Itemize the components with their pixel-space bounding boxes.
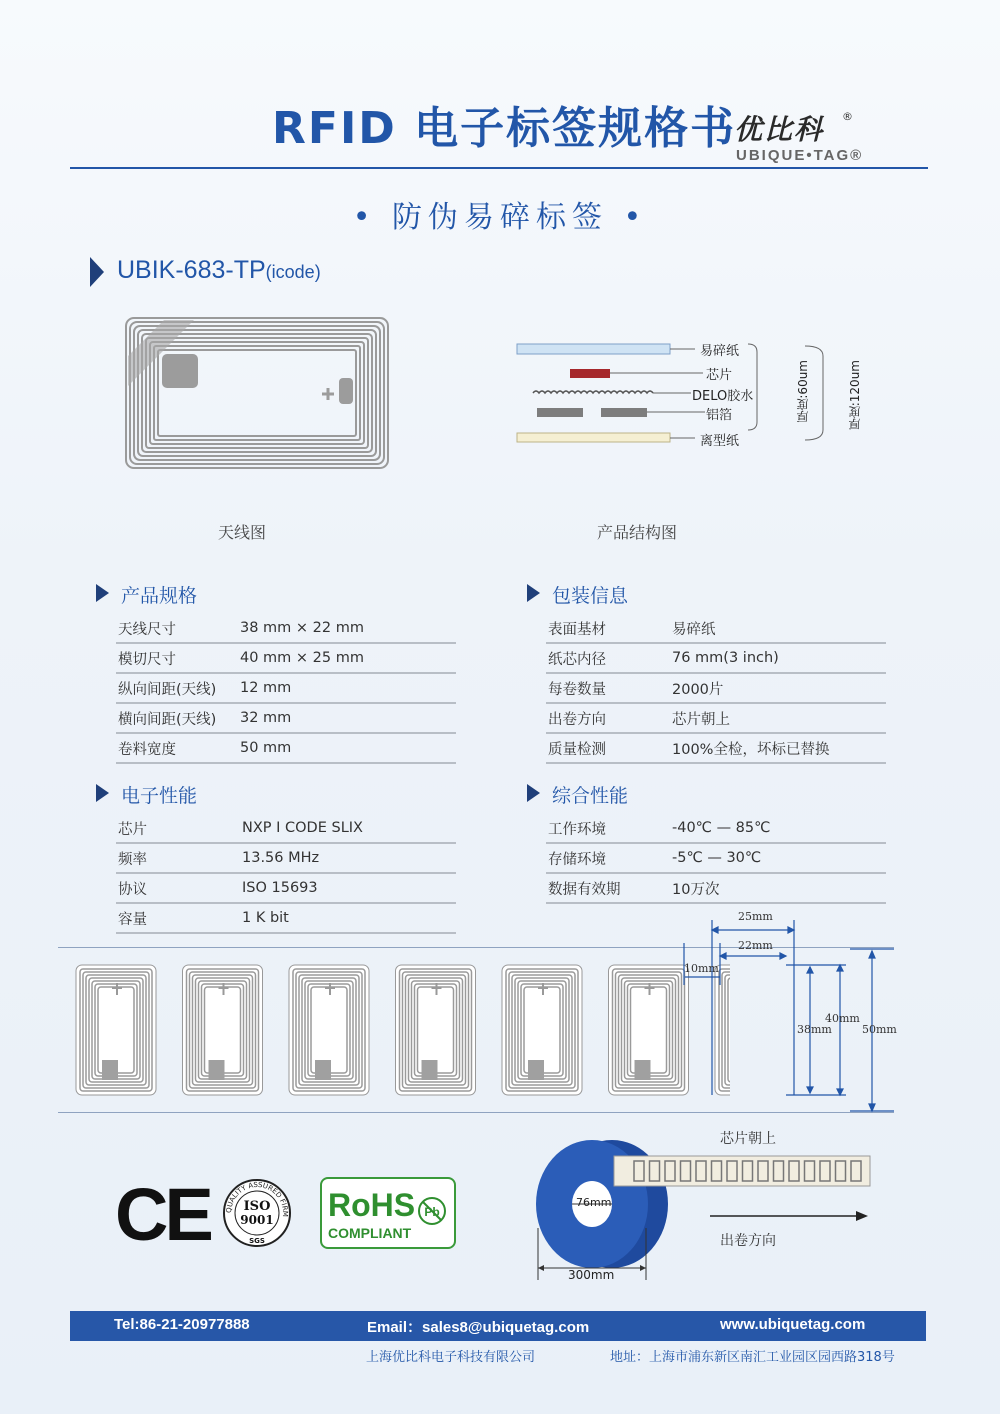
table-row [116,643,456,673]
rohs-compliant-text: COMPLIANT [328,1225,412,1241]
spec-value: 10万次 [672,873,886,903]
footer-tel: Tel:86-21-20977888 [114,1316,250,1333]
model-number [117,256,321,285]
lead-free-icon [416,1195,448,1227]
roll-core-diameter: 76mm [576,1196,612,1209]
layer-fragile-paper: 易碎纸 [700,344,740,359]
spec-value: 38 mm × 22 mm [240,614,456,643]
iso-text: ISO [243,1199,271,1214]
table-row [546,643,886,673]
iso-number: 9001 [240,1213,274,1227]
spec-value: 100%全检，坏标已替换 [672,733,886,763]
spec-value: ISO 15693 [242,873,456,903]
table-row [546,614,886,643]
spec-value: 易碎纸 [672,614,886,643]
section-title-packing: 包装信息 [552,585,629,607]
dim-gap-10: 10mm [684,962,719,975]
spec-key: 表面基材 [546,614,672,643]
structure-caption: 产品结构图 [597,523,678,542]
footer-email[interactable]: Email：sales8@ubiquetag.com [367,1319,590,1336]
spec-key: 质量检测 [546,733,672,763]
spec-value: 13.56 MHz [242,843,456,873]
roll-chip-up: 芯片朝上 [720,1131,776,1147]
spec-value: -5℃ — 30℃ [672,843,886,873]
spec-key: 工作环境 [546,814,672,843]
spec-value: 40 mm × 25 mm [240,643,456,673]
table-row [116,873,456,903]
table-row [116,733,456,763]
table-row [546,814,886,843]
spec-key: 纵向间距(天线) [116,673,240,703]
table-row [116,903,456,933]
dim-width-25: 25mm [738,910,773,923]
pb-text: Pb [424,1205,440,1219]
triangle-bullet-icon [96,584,109,602]
footer-address: 地址：上海市浦东新区南汇工业园区园西路318号 [610,1350,895,1365]
spec-key: 纸芯内径 [546,643,672,673]
spec-key: 天线尺寸 [116,614,240,643]
table-row [116,814,456,843]
dim-height-40: 40mm [825,1012,860,1025]
thickness-inner: 厚度:60um [796,360,810,423]
dim-height-50: 50mm [862,1023,897,1036]
table-row [116,843,456,873]
spec-value: -40℃ — 85℃ [672,814,886,843]
table-row [546,843,886,873]
tag-inlay [396,965,476,1095]
section-title-general: 综合性能 [552,785,629,807]
spec-key: 频率 [116,843,242,873]
tag-inlay [289,965,369,1095]
table-row [546,703,886,733]
product-spec-table [116,614,456,764]
layer-chip: 芯片 [706,368,733,383]
logo-registered-mark: ® [842,110,853,123]
footer-website[interactable]: www.ubiquetag.com [720,1316,866,1333]
antenna-diagram [124,316,390,472]
iso9001-seal [222,1178,292,1248]
header-divider [70,167,928,169]
triangle-bullet-icon [90,257,104,287]
ce-mark: CE [115,1173,210,1256]
roll-outer-diameter: 300mm [568,1268,615,1282]
table-row [546,673,886,703]
spec-key: 卷料宽度 [116,733,240,763]
spec-key: 模切尺寸 [116,643,240,673]
footer-bar [70,1311,926,1341]
spec-key: 容量 [116,903,242,933]
spec-value: 1 K bit [242,903,456,933]
electrical-table [116,814,456,934]
label-strip [70,960,730,1100]
spec-value: 32 mm [240,703,456,733]
spec-value: 50 mm [240,733,456,763]
tag-inlay [76,965,156,1095]
packing-table [546,614,886,764]
triangle-bullet-icon [527,784,540,802]
rohs-badge [320,1177,456,1249]
table-row [116,673,456,703]
tag-inlay [502,965,582,1095]
footer-company: 上海优比科电子科技有限公司 [366,1350,536,1365]
spec-key: 芯片 [116,814,242,843]
dimension-lines [670,915,910,1115]
spec-value: NXP I CODE SLIX [242,814,456,843]
general-table [546,814,886,904]
table-row [116,614,456,643]
table-row [116,703,456,733]
triangle-bullet-icon [96,784,109,802]
layer-release-paper: 离型纸 [700,434,740,449]
tag-inlay [183,965,263,1095]
spec-value: 2000片 [672,673,886,703]
section-title-electrical: 电子性能 [121,785,198,807]
thickness-outer: 厚度:120um [848,360,862,431]
model-main: UBIK-683-TP [117,256,266,284]
dim-height-38: 38mm [797,1023,832,1036]
spec-value: 芯片朝上 [672,703,886,733]
sgs-text: SGS [249,1237,265,1245]
table-row [546,873,886,903]
spec-value: 76 mm(3 inch) [672,643,886,673]
layer-aluminum: 铝箔 [706,408,733,423]
spec-key: 存储环境 [546,843,672,873]
product-subtitle: • 防伪易碎标签 • [352,200,648,235]
page-title: RFID 电子标签规格书 [272,103,737,154]
spec-key: 数据有效期 [546,873,672,903]
dim-width-22: 22mm [738,939,773,952]
spec-key: 横向间距(天线) [116,703,240,733]
iso-ring-text: QUALITY ASSURED FIRM [224,1180,290,1217]
table-row [546,733,886,763]
antenna-caption: 天线图 [218,523,267,542]
roll-direction: 出卷方向 [720,1233,776,1249]
layer-delo-glue: DELO胶水 [692,389,754,404]
logo-english: UBIQUE•TAG® [736,147,864,164]
model-suffix: (icode) [265,262,321,282]
spec-key: 协议 [116,873,242,903]
triangle-bullet-icon [527,584,540,602]
spec-key: 出卷方向 [546,703,672,733]
spec-value: 12 mm [240,673,456,703]
spec-key: 每卷数量 [546,673,672,703]
section-title-product-spec: 产品规格 [121,585,198,607]
logo-chinese: 优比科 [734,113,825,146]
rohs-text: RoHS [328,1187,416,1223]
